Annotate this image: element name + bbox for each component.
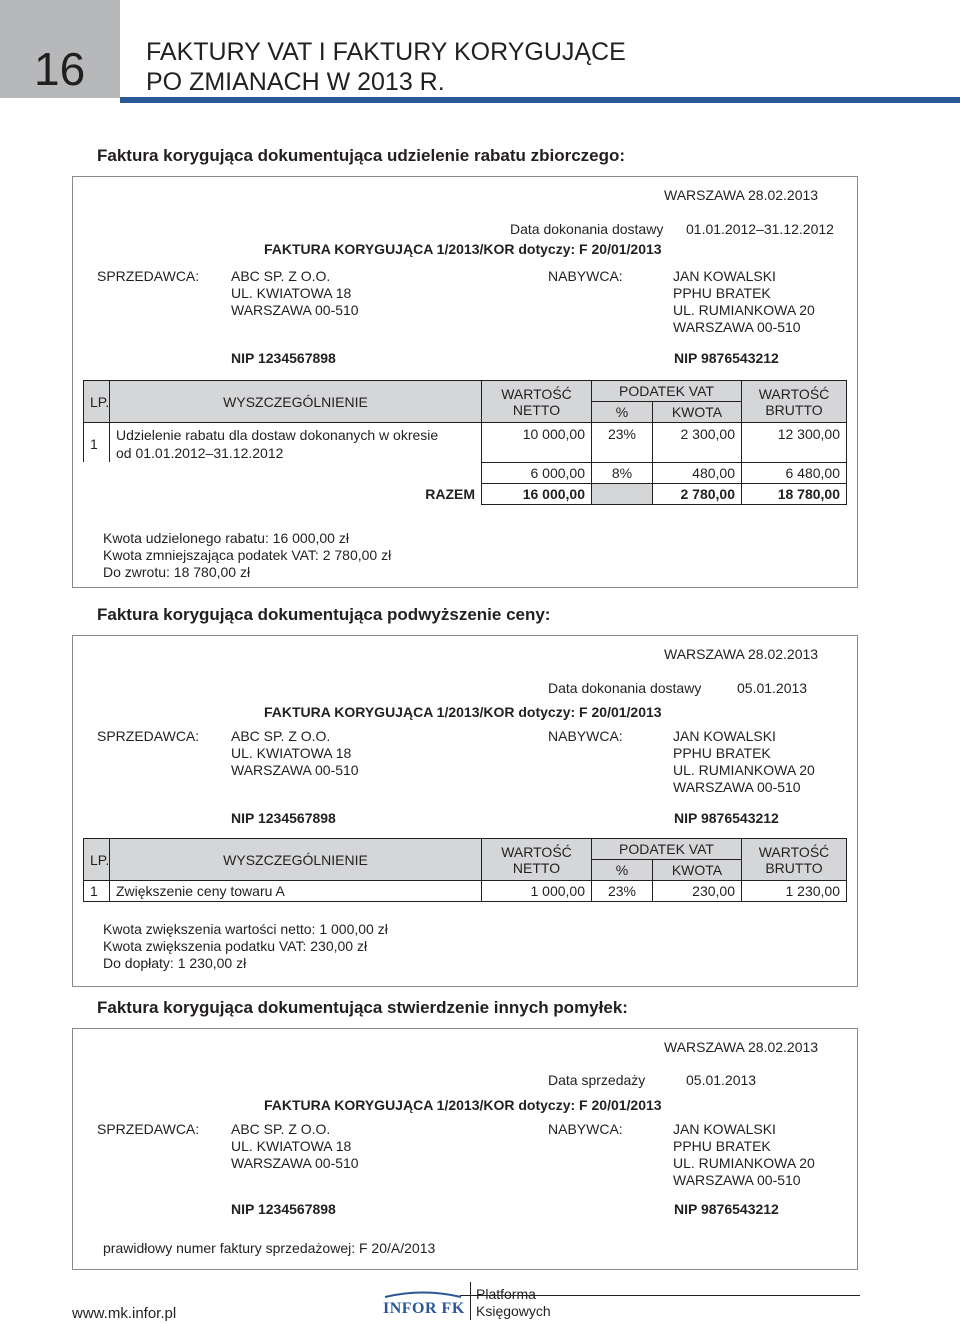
s3-buyer-line: WARSZAWA 00-510 xyxy=(673,1172,801,1188)
s3-seller-line: UL. KWIATOWA 18 xyxy=(231,1138,352,1154)
s2-seller-label: SPRZEDAWCA: xyxy=(97,728,200,744)
s2-seller-line: WARSZAWA 00-510 xyxy=(231,762,359,778)
page-number: 16 xyxy=(34,43,86,95)
s1-delivery-value: 01.01.2012–31.12.2012 xyxy=(686,221,834,237)
col-lp-header: LP. xyxy=(84,381,110,423)
col-brutto-header: WARTOŚĆ BRUTTO xyxy=(742,839,847,881)
s2-seller-line: ABC SP. Z O.O. xyxy=(231,728,331,744)
footer-url[interactable]: www.mk.infor.pl xyxy=(72,1305,177,1322)
s1-buyer-line: WARSZAWA 00-510 xyxy=(673,319,801,335)
header-title-line1: FAKTURY VAT I FAKTURY KORYGUJĄCE xyxy=(146,38,626,66)
s1-delivery-label: Data dokonania dostawy xyxy=(510,221,664,237)
section3-title: Faktura korygująca dokumentująca stwierdzenie innych pomyłek: xyxy=(97,998,628,1017)
s1-place-date: WARSZAWA 28.02.2013 xyxy=(664,187,819,203)
s3-buyer-nip: NIP 9876543212 xyxy=(674,1201,779,1217)
s1-seller-nip: NIP 1234567898 xyxy=(231,350,336,366)
s2-buyer-line: WARSZAWA 00-510 xyxy=(673,779,801,795)
col-netto-header: WARTOŚĆ NETTO xyxy=(482,381,592,423)
s3-buyer-line: JAN KOWALSKI xyxy=(673,1121,776,1137)
col-lp-header: LP. xyxy=(84,839,110,881)
s3-buyer-line: UL. RUMIANKOWA 20 xyxy=(673,1155,815,1171)
s2-delivery-value: 05.01.2013 xyxy=(737,680,808,696)
page-number-box xyxy=(0,0,120,98)
s1-invoice-table xyxy=(83,380,847,505)
header-title-line2: PO ZMIANACH W 2013 R. xyxy=(146,68,445,96)
s1-seller-line: UL. KWIATOWA 18 xyxy=(231,285,352,301)
s1-seller-label: SPRZEDAWCA: xyxy=(97,268,200,284)
s2-buyer-line: JAN KOWALSKI xyxy=(673,728,776,744)
table-total-row: RAZEM 16 000,00 2 780,00 18 780,00 xyxy=(84,483,847,504)
table-row: 1 Udzielenie rabatu dla dostaw dokonanych w okresie od 01.01.2012–31.12.2012 10 000,00 23% 2 300,00 12 300,00 xyxy=(84,423,847,463)
col-desc-header: WYSZCZEGÓLNIENIE xyxy=(110,381,482,423)
section1-title: Faktura korygująca dokumentująca udzielenie rabatu zbiorczego: xyxy=(97,146,626,165)
s3-place-date: WARSZAWA 28.02.2013 xyxy=(664,1039,819,1055)
s2-seller-line: UL. KWIATOWA 18 xyxy=(231,745,352,761)
s1-seller-line: ABC SP. Z O.O. xyxy=(231,268,331,284)
s3-sale-label: Data sprzedaży xyxy=(548,1072,646,1088)
col-pct-header: % xyxy=(592,402,653,423)
table-header-row xyxy=(84,381,847,402)
s2-note: Kwota zwiększenia podatku VAT: 230,00 zł xyxy=(103,938,368,954)
col-kwota-header: KWOTA xyxy=(653,860,742,881)
s1-note: Kwota udzielonego rabatu: 16 000,00 zł xyxy=(103,530,349,546)
s2-buyer-label: NABYWCA: xyxy=(548,728,623,744)
col-kwota-header: KWOTA xyxy=(653,402,742,423)
s3-sale-value: 05.01.2013 xyxy=(686,1072,757,1088)
s2-invoice-title: FAKTURA KORYGUJĄCA 1/2013/KOR dotyczy: F 20/01/2013 xyxy=(264,704,662,720)
s3-seller-label: SPRZEDAWCA: xyxy=(97,1121,200,1137)
infor-fk-logo: INFOR FK xyxy=(383,1300,465,1317)
col-vat-header: PODATEK VAT xyxy=(592,839,742,860)
s1-buyer-nip: NIP 9876543212 xyxy=(674,350,779,366)
s3-invoice-title: FAKTURA KORYGUJĄCA 1/2013/KOR dotyczy: F 20/01/2013 xyxy=(264,1097,662,1113)
table-header-row xyxy=(84,839,847,860)
s2-note: Kwota zwiększenia wartości netto: 1 000,00 zł xyxy=(103,921,388,937)
s2-delivery-label: Data dokonania dostawy xyxy=(548,680,702,696)
s2-seller-nip: NIP 1234567898 xyxy=(231,810,336,826)
infor-logo-mark xyxy=(383,1285,463,1291)
s2-buyer-line: PPHU BRATEK xyxy=(673,745,771,761)
header-rule xyxy=(120,97,960,103)
footer-divider xyxy=(470,1282,471,1320)
s1-buyer-label: NABYWCA: xyxy=(548,268,623,284)
section2-title: Faktura korygująca dokumentująca podwyższenie ceny: xyxy=(97,605,551,624)
s3-buyer-label: NABYWCA: xyxy=(548,1121,623,1137)
s2-place-date: WARSZAWA 28.02.2013 xyxy=(664,646,819,662)
s1-buyer-line: PPHU BRATEK xyxy=(673,285,771,301)
col-netto-header: WARTOŚĆ NETTO xyxy=(482,839,592,881)
s2-buyer-nip: NIP 9876543212 xyxy=(674,810,779,826)
s1-buyer-line: JAN KOWALSKI xyxy=(673,268,776,284)
col-desc-header: WYSZCZEGÓLNIENIE xyxy=(110,839,482,881)
s2-note: Do dopłaty: 1 230,00 zł xyxy=(103,955,247,971)
table-row: 1 Zwiększenie ceny towaru A 1 000,00 23% 230,00 1 230,00 xyxy=(84,881,847,902)
s1-invoice-title: FAKTURA KORYGUJĄCA 1/2013/KOR dotyczy: F 20/01/2013 xyxy=(264,241,662,257)
table-row: 6 000,00 8% 480,00 6 480,00 xyxy=(84,462,847,483)
platform-line1: Platforma xyxy=(476,1286,536,1302)
s1-seller-line: WARSZAWA 00-510 xyxy=(231,302,359,318)
s3-seller-line: ABC SP. Z O.O. xyxy=(231,1121,331,1137)
s2-buyer-line: UL. RUMIANKOWA 20 xyxy=(673,762,815,778)
col-vat-header: PODATEK VAT xyxy=(592,381,742,402)
s2-invoice-table xyxy=(83,838,847,902)
s3-seller-line: WARSZAWA 00-510 xyxy=(231,1155,359,1171)
s1-note: Do zwrotu: 18 780,00 zł xyxy=(103,564,251,580)
s3-seller-nip: NIP 1234567898 xyxy=(231,1201,336,1217)
platform-line2: Księgowych xyxy=(476,1303,551,1319)
s3-buyer-line: PPHU BRATEK xyxy=(673,1138,771,1154)
col-brutto-header: WARTOŚĆ BRUTTO xyxy=(742,381,847,423)
s3-note: prawidłowy numer faktury sprzedażowej: F 20/A/2013 xyxy=(103,1240,436,1256)
s1-buyer-line: UL. RUMIANKOWA 20 xyxy=(673,302,815,318)
col-pct-header: % xyxy=(592,860,653,881)
s1-note: Kwota zmniejszająca podatek VAT: 2 780,00 zł xyxy=(103,547,392,563)
